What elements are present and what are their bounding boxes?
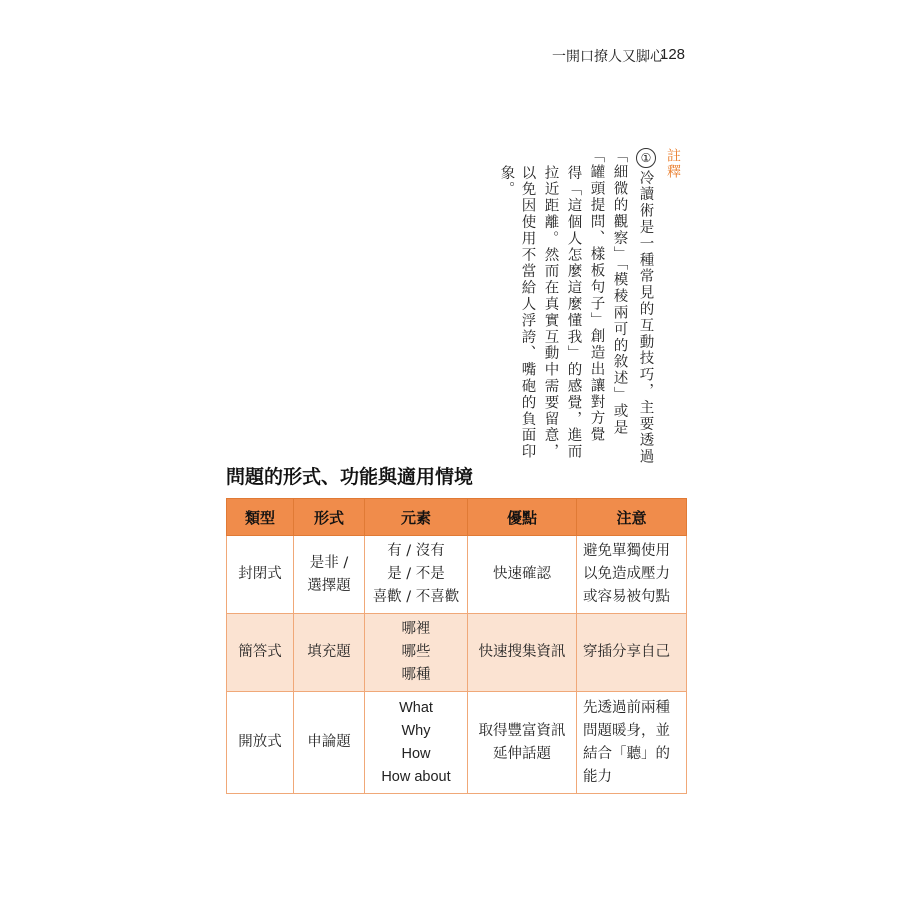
running-head <box>540 46 700 66</box>
cell-line: 是 / 不是 <box>387 566 445 582</box>
cell-type: 簡答式 <box>227 614 294 692</box>
cell-form <box>294 614 365 692</box>
cell-form <box>294 692 365 794</box>
cell-line: 能力 <box>583 768 612 785</box>
cell-line: 哪些 <box>401 644 431 660</box>
cell-line: 避免單獨使用 <box>583 543 670 559</box>
section-title: 問題的形式、功能與適用情境 <box>226 466 474 488</box>
header-elements: 元素 <box>365 499 468 536</box>
cell-line: 是非 / <box>309 554 349 571</box>
header-pros: 優點 <box>468 499 577 536</box>
cell-line: 哪種 <box>401 667 431 683</box>
header-notes: 注意 <box>577 499 687 536</box>
cell-line: 延伸話題 <box>493 745 551 762</box>
cell-line: What <box>399 699 433 716</box>
cell-notes <box>577 692 687 794</box>
cell-line: 快速搜集資訊 <box>478 644 566 660</box>
cell-line: Why <box>401 722 431 739</box>
note-line: 以免因使用不當給人浮誇、嘴砲的負面印 <box>519 165 536 461</box>
note-line: 「罐頭提問、樣板句子」創造出讓對方覺 <box>588 148 605 444</box>
cell-notes <box>577 536 687 614</box>
cell-type: 開放式 <box>227 692 294 794</box>
cell-pros <box>468 536 577 614</box>
note-line: 拉近距離。然而在真實互動中需要留意， <box>542 165 559 461</box>
cell-line: 以免造成壓力 <box>583 566 670 582</box>
cell-line: 結合「聽」的 <box>583 745 670 762</box>
cell-line: 喜歡 / 不喜歡 <box>372 589 460 605</box>
cell-elements <box>365 614 468 692</box>
cell-line: 穿插分享自己 <box>583 644 670 660</box>
cell-line: 選擇題 <box>307 577 351 594</box>
cell-line: 取得豐富資訊 <box>478 722 566 739</box>
cell-line: How <box>401 745 431 762</box>
note-line: 得「這個人怎麼這麼懂我」的感覺，進而 <box>565 165 582 461</box>
cell-pros <box>468 692 577 794</box>
cell-line: 填充題 <box>307 644 351 660</box>
note-line: 「細微的觀察」「模稜兩可的敘述」或是 <box>611 148 628 436</box>
cell-type: 封閉式 <box>227 536 294 614</box>
note-line: 象。 <box>498 165 515 198</box>
cell-notes <box>577 614 687 692</box>
table-header-row <box>227 499 687 536</box>
cell-line: 先透過前兩種 <box>583 699 670 716</box>
cell-elements <box>365 692 468 794</box>
cell-line: 有 / 沒有 <box>387 543 445 559</box>
table-row <box>227 536 687 614</box>
note-marker: ① <box>636 148 656 168</box>
note-heading: 註釋 <box>665 148 681 180</box>
header-type: 類型 <box>227 499 294 536</box>
cell-pros <box>468 614 577 692</box>
cell-line: 申論題 <box>307 734 351 750</box>
table-row <box>227 692 687 794</box>
cell-line: 快速確認 <box>493 566 551 582</box>
cell-line: 問題暖身，並 <box>583 722 670 739</box>
header-form: 形式 <box>294 499 365 536</box>
note-line: 冷讀術是一種常見的互動技巧，主要透過 <box>637 170 654 466</box>
table-row <box>227 614 687 692</box>
cell-form <box>294 536 365 614</box>
cell-line: 或容易被句點 <box>583 589 670 605</box>
running-title: 一開口撩人又脚心 <box>552 49 664 65</box>
cell-elements <box>365 536 468 614</box>
question-types-table <box>226 498 687 794</box>
page-number: 128 <box>660 46 686 63</box>
cell-line: How about <box>381 768 451 785</box>
cell-line: 哪裡 <box>401 621 431 637</box>
